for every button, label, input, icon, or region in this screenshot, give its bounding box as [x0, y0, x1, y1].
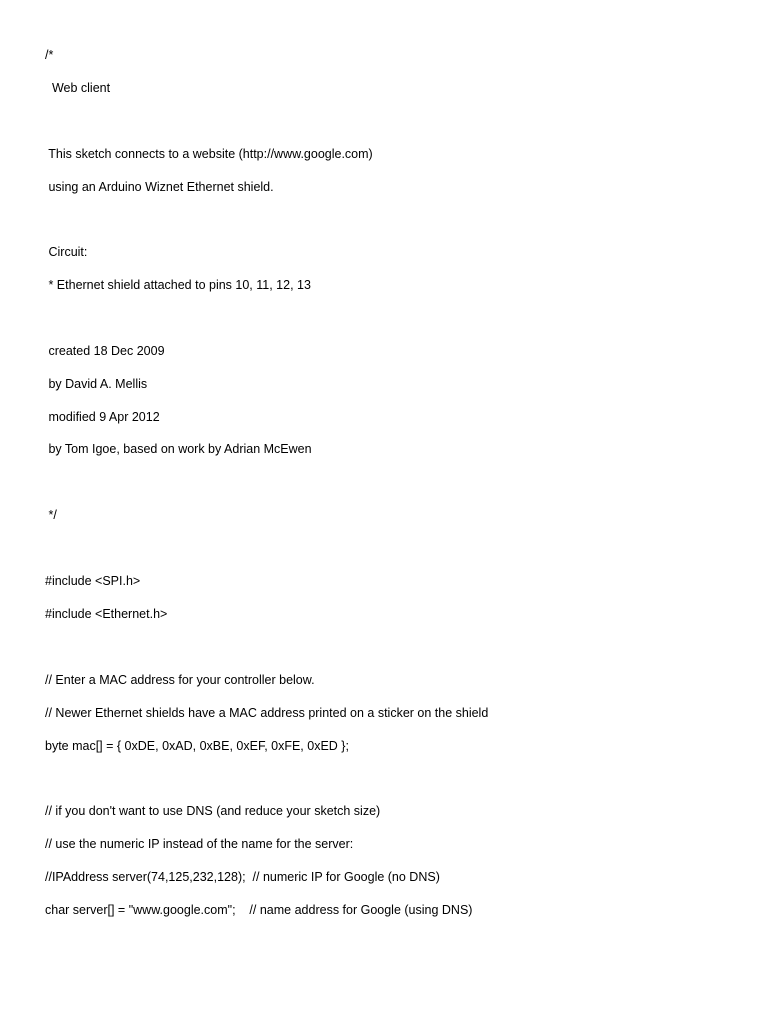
code-line: modified 9 Apr 2012 — [45, 410, 160, 424]
code-line: byte mac[] = { 0xDE, 0xAD, 0xBE, 0xEF, 0xFE, 0xED }; — [45, 739, 349, 753]
code-line: #include <SPI.h> — [45, 574, 141, 588]
code-line: */ — [45, 508, 57, 522]
code-line: //IPAddress server(74,125,232,128); // numeric IP for Google (no DNS) — [45, 870, 440, 884]
code-line: using an Arduino Wiznet Ethernet shield. — [45, 180, 274, 194]
code-line: // Newer Ethernet shields have a MAC address printed on a sticker on the shield — [45, 706, 489, 720]
code-line: by David A. Mellis — [45, 377, 148, 391]
code-line: This sketch connects to a website (http://www.google.com) — [45, 147, 373, 161]
code-line: // use the numeric IP instead of the name for the server: — [45, 837, 354, 851]
code-line: char server[] = "www.google.com"; // name address for Google (using DNS) — [45, 903, 473, 917]
code-line: /* — [45, 48, 54, 62]
code-line: #include <Ethernet.h> — [45, 607, 168, 621]
code-line: created 18 Dec 2009 — [45, 344, 165, 358]
code-line: by Tom Igoe, based on work by Adrian McEwen — [45, 442, 312, 456]
code-line: Circuit: — [45, 245, 88, 259]
code-line: // if you don't want to use DNS (and reduce your sketch size) — [45, 804, 381, 818]
code-line: * Ethernet shield attached to pins 10, 11, 12, 13 — [45, 278, 311, 292]
code-line: Web client — [45, 81, 111, 95]
code-line: // Enter a MAC address for your controller below. — [45, 673, 315, 687]
